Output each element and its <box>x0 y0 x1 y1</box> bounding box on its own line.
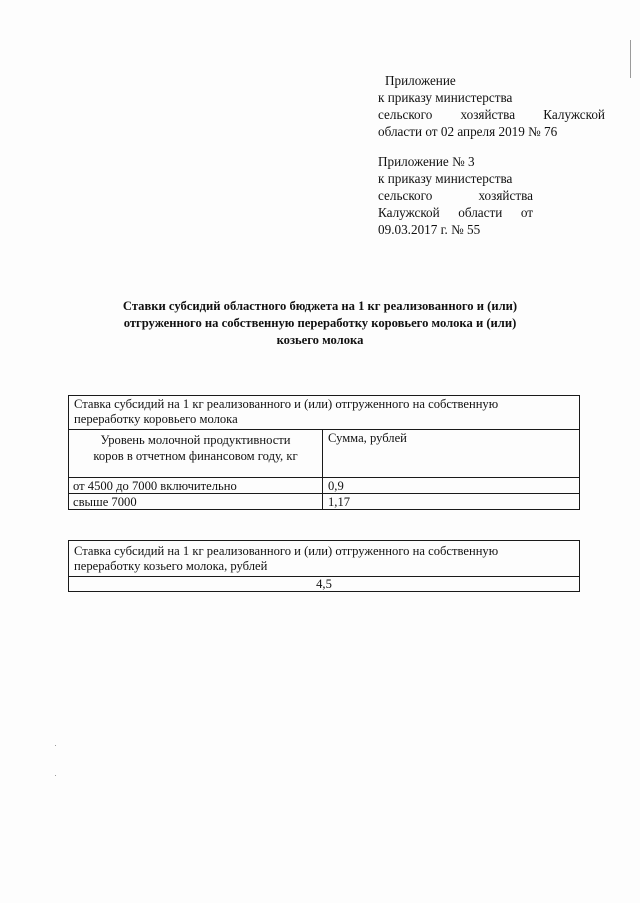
appendix-word: области <box>458 205 503 220</box>
row-level: от 4500 до 7000 включительно <box>73 479 237 493</box>
appendix-date-line: области от 02 апреля 2019 № 76 <box>378 124 558 139</box>
row-amount: 0,9 <box>328 479 344 493</box>
appendix-word: от <box>520 205 533 220</box>
appendix-order-line: к приказу министерства <box>378 90 513 105</box>
column-header-level <box>69 432 322 464</box>
goat-milk-rate-table <box>68 540 580 592</box>
table-divider <box>69 493 579 494</box>
column-divider <box>322 429 323 509</box>
appendix-word: хозяйства <box>460 107 516 122</box>
header-line: коров в отчетном финансовом году, кг <box>93 449 298 463</box>
caption-line: Ставка субсидий на 1 кг реализованного и (или) отгруженного на собственную <box>74 397 499 411</box>
appendix-word: сельского <box>378 107 433 122</box>
appendix-region-line <box>378 204 533 221</box>
appendix-ministry-line <box>378 187 533 204</box>
appendix-word: Калужской <box>543 107 605 122</box>
table-caption <box>69 396 579 427</box>
appendix-header-original <box>378 153 533 238</box>
appendix-ministry-line <box>378 106 605 123</box>
title-line: козьего молока <box>276 333 364 347</box>
caption-line: переработку козьего молока, рублей <box>74 559 268 573</box>
appendix-date-line: 09.03.2017 г. № 55 <box>378 222 481 237</box>
scan-artifact <box>55 775 56 776</box>
header-line: Уровень молочной продуктивности <box>100 433 291 447</box>
appendix-word: Калужской <box>378 205 440 220</box>
document-title <box>60 298 580 349</box>
title-line: отгруженного на собственную переработку коровьего молока и (или) <box>123 316 517 330</box>
row-level: свыше 7000 <box>73 495 137 509</box>
caption-line: переработку коровьего молока <box>74 412 238 426</box>
goat-rate-value: 4,5 <box>316 577 332 591</box>
row-amount: 1,17 <box>328 495 351 509</box>
appendix-header-current <box>378 72 605 140</box>
scan-artifact <box>630 40 631 78</box>
appendix-word: сельского <box>378 188 433 203</box>
title-line: Ставки субсидий областного бюджета на 1 кг реализованного и (или) <box>122 299 518 313</box>
table-caption <box>69 541 579 574</box>
scan-artifact <box>55 745 56 746</box>
appendix-title: Приложение № 3 <box>378 154 475 169</box>
appendix-order-line: к приказу министерства <box>378 171 513 186</box>
caption-line: Ставка субсидий на 1 кг реализованного и (или) отгруженного на собственную <box>74 544 499 558</box>
appendix-title: Приложение <box>385 73 456 88</box>
table-divider <box>69 477 579 478</box>
appendix-word: хозяйства <box>478 188 533 203</box>
cow-milk-rates-table <box>68 395 580 510</box>
table-divider <box>69 429 579 430</box>
column-header-amount: Сумма, рублей <box>328 431 407 445</box>
